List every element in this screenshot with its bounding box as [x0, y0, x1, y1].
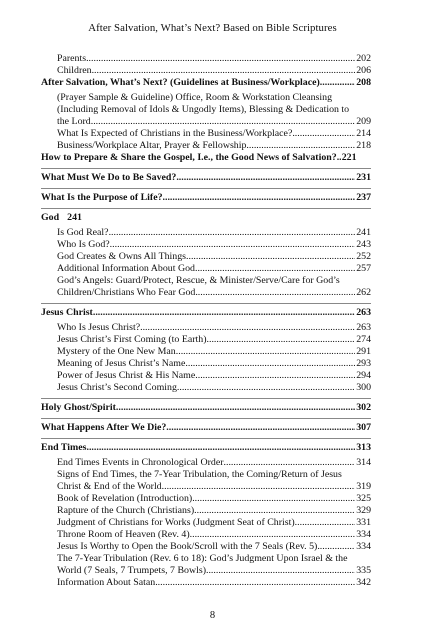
leader-dots — [295, 517, 356, 529]
toc-entry-parents[interactable] — [41, 53, 371, 65]
toc-entry-page: 241 — [356, 227, 371, 238]
leader-dots — [292, 128, 355, 140]
leader-dots — [110, 239, 356, 251]
toc-entry-page: 325 — [356, 493, 371, 504]
leader-dots — [86, 442, 355, 454]
divider — [41, 398, 371, 399]
toc-entry-page: 208 — [356, 77, 371, 88]
toc-entry-page: 263 — [356, 322, 371, 333]
toc-entry-workplace-altar[interactable] — [41, 140, 371, 152]
toc-entry-page: 302 — [356, 402, 371, 413]
leader-dots — [195, 263, 355, 275]
leader-dots — [162, 481, 356, 493]
toc-entry-page: 214 — [356, 128, 371, 139]
leader-dots — [224, 457, 356, 469]
toc-entry-title: Rapture of the Church (Christians) — [57, 505, 195, 516]
toc-entry-title-line-3: the Lord — [57, 116, 91, 127]
toc-entry-title: Who Is Jesus Christ? — [57, 322, 141, 333]
toc-entry-children[interactable] — [41, 65, 371, 77]
toc-entry-page: 263 — [356, 307, 371, 318]
toc-entry-page: 334 — [356, 529, 371, 540]
toc-entry-throne-room[interactable] — [41, 529, 371, 541]
toc-entry-is-god-real[interactable] — [41, 227, 371, 239]
toc-entry-title: What Must We Do to Be Saved? — [41, 172, 177, 183]
toc-entry-title: Who Is God? — [57, 239, 110, 250]
toc-entry-info-about-satan[interactable] — [41, 577, 371, 589]
toc-entry-page: 206 — [356, 65, 371, 76]
toc-entry-rapture[interactable] — [41, 505, 371, 517]
toc-entry-title-line-1: (Prayer Sample & Guideline) Office, Room & Workstation Cleansing — [57, 92, 333, 103]
toc-entry-title: Additional Information About God — [57, 263, 195, 274]
toc-entry-title: Meaning of Jesus Christ’s Name — [57, 358, 186, 369]
toc-entry-title-line-2: Children/Christians Who Fear God — [57, 287, 196, 298]
toc-entry-meaning-of-name[interactable] — [41, 358, 371, 370]
leader-dots — [166, 422, 355, 434]
divider — [41, 208, 371, 209]
leader-dots — [92, 65, 356, 77]
leader-dots — [176, 172, 355, 184]
toc-entry-page: 293 — [356, 358, 371, 369]
toc-entry-first-coming[interactable] — [41, 334, 371, 346]
toc-entry-judgment-of-christians[interactable] — [41, 517, 371, 529]
toc-entry-second-coming[interactable] — [41, 382, 371, 394]
leader-dots — [176, 346, 355, 358]
toc-entry-who-is-god[interactable] — [41, 239, 371, 251]
toc-entry-page: 237 — [356, 192, 371, 203]
leader-dots — [195, 287, 355, 299]
toc-entry-book-of-revelation[interactable] — [41, 493, 371, 505]
toc-entry-page: 329 — [356, 505, 371, 516]
toc-entry-page: 314 — [356, 457, 371, 468]
toc-entry-page: 334 — [356, 541, 371, 552]
toc-entry-seven-year-tribulation[interactable] — [41, 553, 371, 577]
toc-entry-title-line-1: Signs of End Times, the 7-Year Tribulation, the Coming/Return of Jesus — [57, 469, 342, 480]
toc-entry-after-we-die[interactable] — [41, 422, 371, 434]
toc-entry-additional-info-god[interactable] — [41, 263, 371, 275]
toc-entry-title: Business/Workplace Altar, Prayer & Fellowship — [57, 140, 247, 151]
toc-entry-page: 274 — [356, 334, 371, 345]
leader-dots — [86, 53, 355, 65]
toc-entry-page: 241 — [67, 212, 82, 223]
toc-entry-holy-spirit[interactable] — [41, 402, 371, 414]
toc-entry-power-of-name[interactable] — [41, 370, 371, 382]
leader-dots — [317, 541, 355, 553]
toc-entry-title: Parents — [57, 53, 87, 64]
leader-dots — [163, 192, 356, 204]
toc-entry-page: 342 — [356, 577, 371, 588]
toc-entry-page: 202 — [356, 53, 371, 64]
leader-dots — [185, 358, 355, 370]
toc-entry-prayer-sample[interactable] — [41, 92, 371, 128]
toc-entry-jesus-christ[interactable] — [41, 307, 371, 319]
toc-entry-title: What Happens After We Die? — [41, 422, 167, 433]
toc-entry-title: After Salvation, What’s Next? (Guidelines at Business/Workplace) — [41, 77, 320, 88]
toc-entry-jesus-is-worthy[interactable] — [41, 541, 371, 553]
toc-entry-page: 331 — [356, 517, 371, 528]
divider — [41, 418, 371, 419]
leader-dots — [190, 529, 356, 541]
toc-entry-title: What Is the Purpose of Life? — [41, 192, 163, 203]
leader-dots — [195, 370, 355, 382]
divider — [41, 438, 371, 439]
toc-entry-title: Jesus Is Worthy to Open the Book/Scroll with the 7 Seals (Rev. 5) — [57, 541, 318, 552]
toc-entry-page: 335 — [356, 565, 371, 576]
toc-entry-expected-of-christians[interactable] — [41, 128, 371, 140]
toc-entry-title: Jesus Christ’s Second Coming — [57, 382, 177, 393]
leader-dots — [140, 322, 355, 334]
toc-entry-page: 218 — [356, 140, 371, 151]
toc-entry-page: 209 — [356, 116, 371, 127]
toc-entry-share-gospel[interactable] — [41, 152, 371, 164]
toc-entry-page: 291 — [356, 346, 371, 357]
leader-dots — [109, 227, 356, 239]
running-header: After Salvation, What’s Next? Based on Bible Scriptures — [88, 22, 337, 34]
toc-entry-title: Judgment of Christians for Works (Judgment Seat of Christ) — [57, 517, 295, 528]
toc-entry-gods-angels[interactable] — [41, 275, 371, 299]
toc-entry-page: 231 — [356, 172, 371, 183]
toc-entry-title: Children — [57, 65, 92, 76]
toc-entry-title: Mystery of the One New Man — [57, 346, 176, 357]
divider — [41, 188, 371, 189]
toc-entry-title-line-2: World (7 Seals, 7 Trumpets, 7 Bowls) — [57, 565, 206, 576]
leader-dots — [91, 116, 355, 128]
toc-entry-page: 262 — [356, 287, 371, 298]
leader-dots — [192, 493, 355, 505]
toc-entry-title: Power of Jesus Christ & His Name — [57, 370, 196, 381]
toc-entry-page: 294 — [356, 370, 371, 381]
toc-entry-who-is-jesus[interactable] — [41, 322, 371, 334]
toc-entry-title: Is God Real? — [57, 227, 109, 238]
leader-dots — [194, 505, 355, 517]
toc-entry-title-line-1: God’s Angels: Guard/Protect, Rescue, & Minister/Serve/Care for God’s — [57, 275, 340, 286]
leader-dots — [246, 140, 355, 152]
leader-dots — [206, 565, 355, 577]
toc-entry-title: Information About Satan — [57, 577, 156, 588]
toc-entry-signs-of-end-times[interactable] — [41, 469, 371, 493]
toc-entry-end-times[interactable] — [41, 442, 371, 454]
toc-entry-title: Jesus Christ — [41, 307, 93, 318]
toc-entry-title: End Times — [41, 442, 87, 453]
toc-entry-title-line-2: Christ & End of the World — [57, 481, 162, 492]
leader-dots — [93, 307, 355, 319]
toc-entry-title: What Is Expected of Christians in the Business/Workplace? — [57, 128, 293, 139]
toc-entry-god[interactable] — [41, 212, 371, 224]
toc-entry-title: Book of Revelation (Introduction) — [57, 493, 193, 504]
toc-entry-page: 243 — [356, 239, 371, 250]
toc-entry-one-new-man[interactable] — [41, 346, 371, 358]
toc-entry-chronological-order[interactable] — [41, 457, 371, 469]
table-of-contents — [41, 53, 371, 589]
page-number: 8 — [209, 610, 216, 621]
toc-entry-page: 313 — [356, 442, 371, 453]
toc-entry-purpose-of-life[interactable] — [41, 192, 371, 204]
leader-dots — [116, 402, 355, 414]
toc-entry-title-line-1: The 7-Year Tribulation (Rev. 6 to 18): God’s Judgment Upon Israel & the — [57, 553, 348, 564]
toc-entry-title: God — [41, 212, 60, 223]
toc-entry-title: End Times Events in Chronological Order — [57, 457, 224, 468]
toc-entry-after-salvation-workplace[interactable] — [41, 77, 371, 89]
leader-dots — [186, 251, 355, 263]
toc-entry-god-creates[interactable] — [41, 251, 371, 263]
leader-dots — [207, 334, 356, 346]
toc-entry-title: Jesus Christ’s First Coming (to Earth) — [57, 334, 207, 345]
leader-dots — [320, 77, 355, 89]
toc-entry-page: 252 — [356, 251, 371, 262]
toc-entry-title: Throne Room of Heaven (Rev. 4) — [57, 529, 190, 540]
toc-entry-page: 221 — [341, 152, 357, 163]
toc-entry-title: God Creates & Owns All Things — [57, 251, 187, 262]
toc-entry-title: Holy Ghost/Spirit — [41, 402, 116, 413]
toc-entry-be-saved[interactable] — [41, 172, 371, 184]
toc-entry-page: 257 — [356, 263, 371, 274]
leader-dots — [177, 382, 355, 394]
toc-entry-page: 319 — [356, 481, 371, 492]
toc-entry-page: 300 — [356, 382, 371, 393]
toc-entry-title: How to Prepare & Share the Gospel, I.e., the Good News of Salvation? — [41, 152, 337, 163]
divider — [41, 303, 371, 304]
toc-entry-title-line-2: (Including Removal of Idols & Ungodly Items), Blessing & Dedication to — [57, 104, 350, 115]
leader-dots — [155, 577, 355, 589]
divider — [41, 168, 371, 169]
toc-entry-page: 307 — [356, 422, 371, 433]
